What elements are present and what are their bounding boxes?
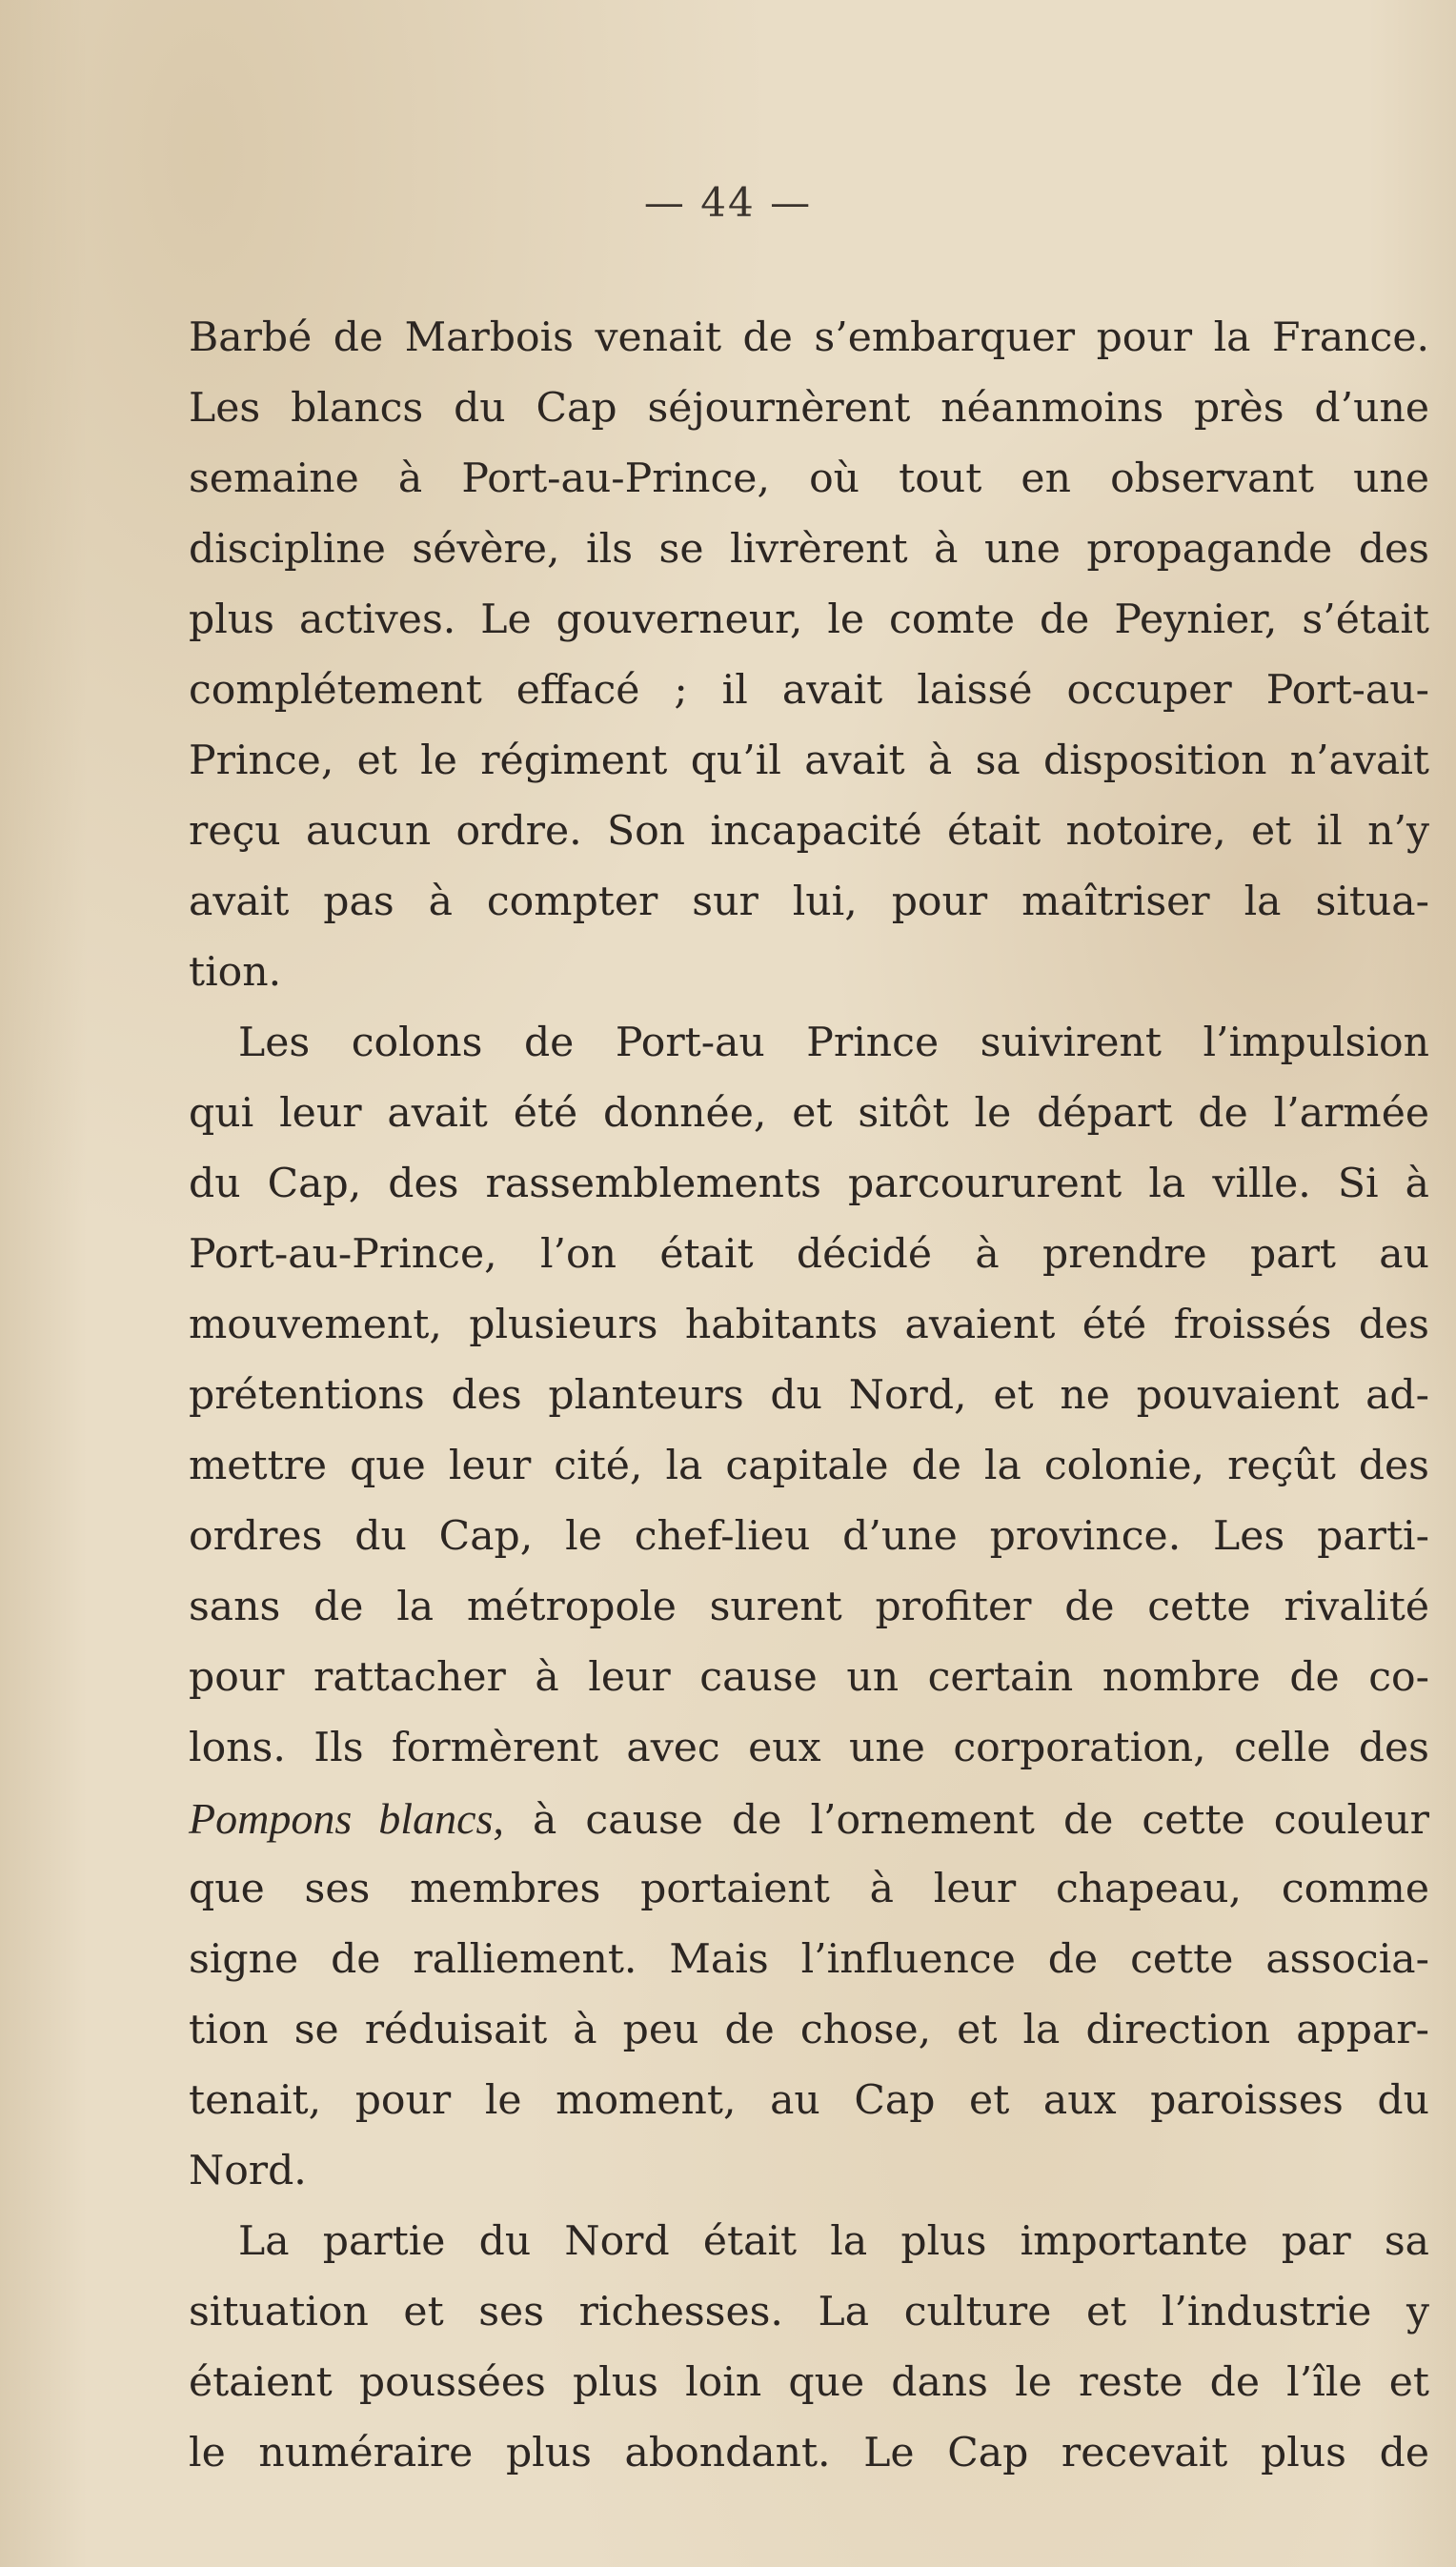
text-line: plus actives. Le gouverneur, le comte de Peynier, s’était [189, 596, 1429, 643]
text-line: le numéraire plus abondant. Le Cap recevait plus de [189, 2430, 1429, 2476]
text-line: prétentions des planteurs du Nord, et ne pouvaient ad- [189, 1372, 1429, 1419]
text-line: situation et ses richesses. La culture et l’industrie y [189, 2289, 1429, 2335]
text-line: tenait, pour le moment, au Cap et aux paroisses du [189, 2077, 1429, 2124]
text-line: sans de la métropole surent profiter de cette rivalité [189, 1584, 1429, 1630]
text-line: semaine à Port-au-Prince, où tout en observant une [189, 455, 1429, 502]
text-line: complétement effacé ; il avait laissé occuper Port-au- [189, 667, 1429, 714]
paragraph-start-line: La partie du Nord était la plus importante par sa [238, 2218, 1429, 2265]
italic-term: Pompons blancs, [189, 1794, 504, 1843]
text-line: mouvement, plusieurs habitants avaient été froissés des [189, 1302, 1429, 1348]
text-line: tion. [189, 949, 282, 996]
text-line-with-italic [189, 1784, 1429, 1854]
text-line: que ses membres portaient à leur chapeau, comme [189, 1866, 1429, 1912]
text-line: pour rattacher à leur cause un certain nombre de co- [189, 1654, 1429, 1701]
text-line: Port-au-Prince, l’on était décidé à prendre part au [189, 1231, 1429, 1278]
text-line: reçu aucun ordre. Son incapacité était notoire, et il n’y [189, 808, 1429, 855]
text-line: ordres du Cap, le chef-lieu d’une province. Les parti- [189, 1513, 1429, 1560]
text-line: Barbé de Marbois venait de s’embarquer pour la France. [189, 314, 1429, 361]
text-line: qui leur avait été donnée, et sitôt le départ de l’armée [189, 1090, 1429, 1137]
text-line: Nord. [189, 2148, 307, 2194]
text-line: discipline sévère, ils se livrèrent à une propagande des [189, 526, 1429, 573]
text-line: lons. Ils formèrent avec eux une corporation, celle des [189, 1725, 1429, 1771]
text-line: tion se réduisait à peu de chose, et la direction appar- [189, 2007, 1429, 2053]
body-text [189, 303, 1429, 2489]
text-line: mettre que leur cité, la capitale de la colonie, reçût des [189, 1443, 1429, 1489]
paragraph-start-line: Les colons de Port-au Prince suivirent l’impulsion [238, 1020, 1429, 1066]
text-line: Les blancs du Cap séjournèrent néanmoins près d’une [189, 385, 1429, 432]
text-line: avait pas à compter sur lui, pour maîtriser la situa- [189, 879, 1429, 925]
text-line: signe de ralliement. Mais l’influence de cette associa- [189, 1936, 1429, 1983]
text-line: du Cap, des rassemblements parcoururent la ville. Si à [189, 1161, 1429, 1207]
text-line-rest: à cause de l’ornement de cette couleur [503, 1797, 1429, 1844]
text-line: Prince, et le régiment qu’il avait à sa disposition n’avait [189, 738, 1429, 784]
text-line: étaient poussées plus loin que dans le reste de l’île et [189, 2359, 1429, 2406]
page-number: — 44 — [643, 179, 813, 226]
